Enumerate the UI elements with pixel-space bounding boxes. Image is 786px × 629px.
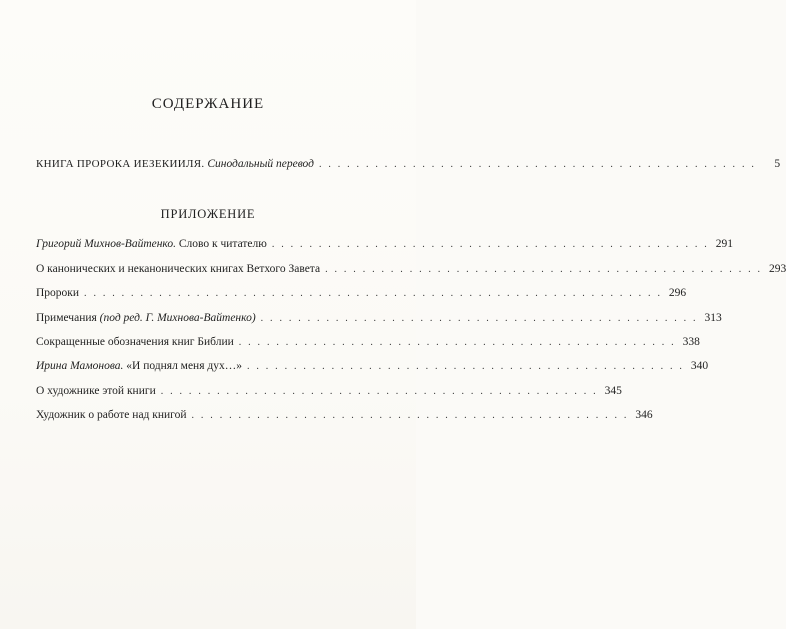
page-number: 346 xyxy=(635,409,653,421)
entry-note: (под ред. Г. Михнова-Вайтенко) xyxy=(99,312,256,324)
toc-entry[interactable] xyxy=(36,263,786,279)
page-number: 291 xyxy=(715,238,733,250)
page-number: 5 xyxy=(774,158,781,170)
dot-leader: . . . . . . . . . . . . . . . . . . . . . . . . . . . . . . . . . . . . . . . . . . . . . . . xyxy=(318,159,757,170)
page-number: 338 xyxy=(682,336,700,348)
entry-title: «И поднял меня дух…» xyxy=(126,360,242,372)
dot-leader: . . . . . . . . . . . . . . . . . . . . . . . . . . . . . . . . . . . . . . . . . . . . . . . . . . . . . . . . . . . . . . xyxy=(84,288,663,299)
dot-leader: . . . . . . . . . . . . . . . . . . . . . . . . . . . . . . . . . . . . . . . . . . . . . . . xyxy=(238,337,676,348)
main-entry-subtitle: Синодальный перевод xyxy=(207,158,314,170)
toc-entry-label xyxy=(36,360,242,372)
toc-entry[interactable] xyxy=(36,336,700,352)
toc-entry[interactable] xyxy=(36,385,622,401)
dot-leader: . . . . . . . . . . . . . . . . . . . . . . . . . . . . . . . . . . . . . . . . . . . . . . . xyxy=(260,313,698,324)
dot-leader: . . . . . . . . . . . . . . . . . . . . . . . . . . . . . . . . . . . . . . . . . . . . . . . xyxy=(191,410,629,421)
entry-title: Сокращенные обозначения книг Библии xyxy=(36,336,234,348)
page-number: 296 xyxy=(668,287,687,299)
toc-entry[interactable] xyxy=(36,238,733,254)
dot-leader: . . . . . . . . . . . . . . . . . . . . . . . . . . . . . . . . . . . . . . . . . . . . . . . xyxy=(325,264,763,275)
page-number: 345 xyxy=(604,385,622,397)
toc-heading: СОДЕРЖАНИЕ xyxy=(151,96,265,112)
entry-title: Слово к читателю xyxy=(178,238,267,250)
dot-leader: . . . . . . . . . . . . . . . . . . . . . . . . . . . . . . . . . . . . . . . . . . . . . . . xyxy=(246,361,685,372)
entry-title: О канонических и неканонических книгах Ветхого Завета xyxy=(36,263,321,275)
entry-title: Художник о работе над книгой xyxy=(36,409,187,421)
entry-author: Ирина Мамонова. xyxy=(36,360,124,372)
page-number: 293 xyxy=(768,263,786,275)
dot-leader: . . . . . . . . . . . . . . . . . . . . . . . . . . . . . . . . . . . . . . . . . . . . . . . xyxy=(271,239,709,250)
toc-entry-main[interactable] xyxy=(36,158,781,174)
toc-entry-label xyxy=(36,238,267,250)
entry-title: Примечания xyxy=(36,312,97,324)
appendix-heading: ПРИЛОЖЕНИЕ xyxy=(160,207,256,221)
entry-title: О художнике этой книги xyxy=(36,385,156,397)
toc-entry[interactable] xyxy=(36,312,722,328)
main-entry-title: КНИГА ПРОРОКА ИЕЗЕКИИЛЯ. xyxy=(36,158,205,170)
dot-leader: . . . . . . . . . . . . . . . . . . . . . . . . . . . . . . . . . . . . . . . . . . . . . . . xyxy=(160,386,598,397)
entry-author: Григорий Михнов-Вайтенко. xyxy=(36,238,176,250)
page-number: 313 xyxy=(704,312,722,324)
toc-entry[interactable] xyxy=(36,409,653,425)
toc-entry[interactable] xyxy=(36,360,709,376)
entry-title: Пророки xyxy=(36,287,80,299)
toc-entry-label xyxy=(36,158,314,170)
toc-entry[interactable] xyxy=(36,287,687,303)
toc-entry-label xyxy=(36,312,256,324)
page-number: 340 xyxy=(690,360,709,372)
